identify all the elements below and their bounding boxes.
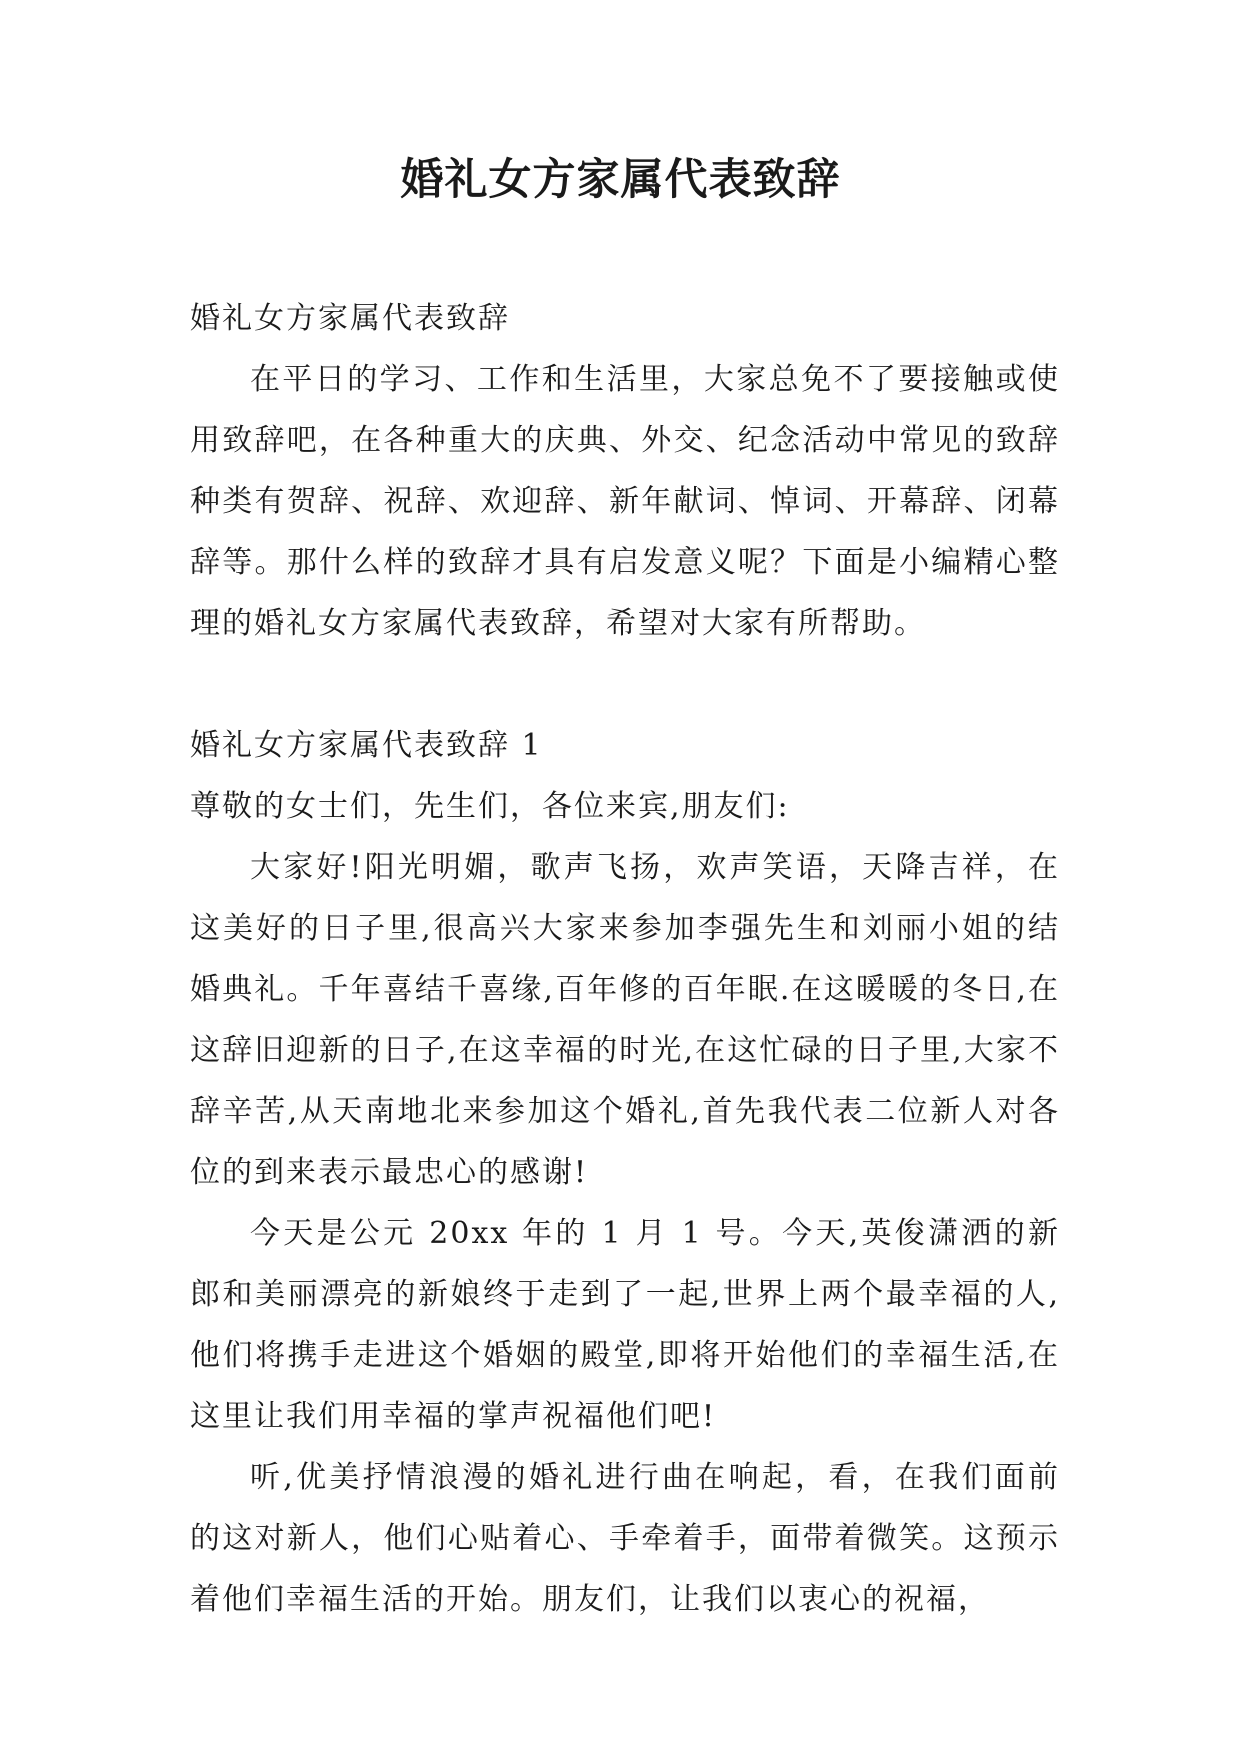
salutation: 尊敬的女士们，先生们，各位来宾,朋友们: xyxy=(190,789,790,824)
document-subtitle: 婚礼女方家属代表致辞 xyxy=(190,301,510,336)
document-title: 婚礼女方家属代表致辞 xyxy=(400,155,841,205)
body-paragraph-2: 今天是公元 20xx 年的 1 月 1 号。今天,英俊潇洒的新郎和美丽漂亮的新娘终于走到了一起,世界上两个最幸福的人,他们将携手走进这个婚姻的殿堂,即将开始他们的幸福生活,在这里让我们用幸福的掌声祝福他们吧! xyxy=(190,1216,1060,1434)
section-heading: 婚礼女方家属代表致辞 1 xyxy=(190,728,543,763)
intro-paragraph: 在平日的学习、工作和生活里，大家总免不了要接触或使用致辞吧，在各种重大的庆典、外交、纪念活动中常见的致辞种类有贺辞、祝辞、欢迎辞、新年献词、悼词、开幕辞、闭幕辞等。那什么样的致辞才具有启发意义呢？下面是小编精心整理的婚礼女方家属代表致辞，希望对大家有所帮助。 xyxy=(190,362,1060,641)
body-paragraph-1: 大家好!阳光明媚，歌声飞扬，欢声笑语，天降吉祥，在这美好的日子里,很高兴大家来参加李强先生和刘丽小姐的结婚典礼。千年喜结千喜缘,百年修的百年眠.在这暖暖的冬日,在这辞旧迎新的日子,在这幸福的时光,在这忙碌的日子里,大家不辞辛苦,从天南地北来参加这个婚礼,首先我代表二位新人对各位的到来表示最忠心的感谢! xyxy=(190,850,1060,1190)
document-body xyxy=(190,288,1060,1630)
paragraph-gap xyxy=(190,654,1060,715)
body-paragraph-3: 听,优美抒情浪漫的婚礼进行曲在响起，看，在我们面前的这对新人，他们心贴着心、手牵着手，面带着微笑。这预示着他们幸福生活的开始。朋友们，让我们以衷心的祝福， xyxy=(190,1460,1060,1617)
